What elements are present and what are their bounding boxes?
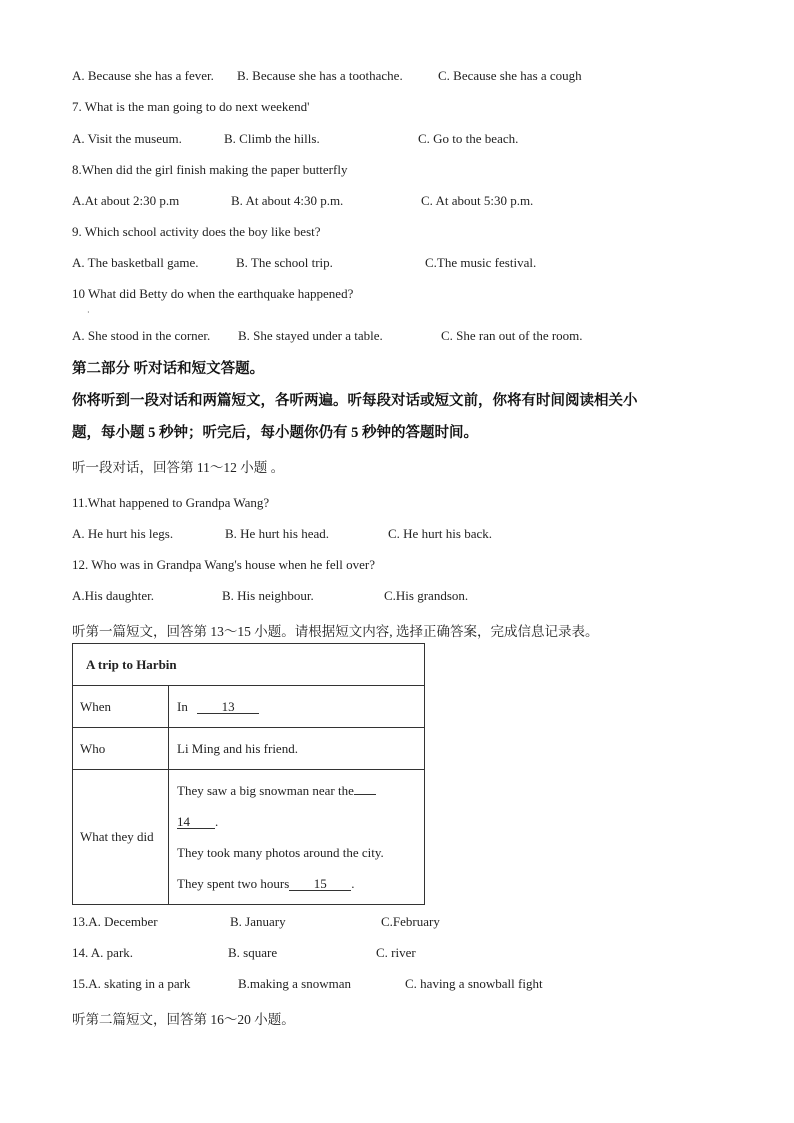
q9-question: 9. Which school activity does the boy like best? xyxy=(72,224,321,239)
blank-14-start xyxy=(354,794,376,795)
dialog-intro: 听一段对话，回答第 11～12 小题 。 xyxy=(72,460,285,475)
what-line-4-text: They spent two hours xyxy=(177,876,290,891)
q15-option-b: B.making a snowman xyxy=(238,976,352,991)
q13-option-b: B. January xyxy=(230,914,286,929)
passage1-intro: 听第一篇短文，回答第 13～15 小题。请根据短文内容, 选择正确答案，完成信息记录表。 xyxy=(72,624,599,639)
what-line-1-text: They saw a big snowman near the xyxy=(177,783,354,798)
q12-option-a: A.His daughter. xyxy=(72,588,154,603)
blank-15: 15 xyxy=(289,877,351,891)
q11-option-a: A. He hurt his legs. xyxy=(72,526,174,541)
q9-option-c: C.The music festival. xyxy=(425,255,537,270)
q9-option-b: B. The school trip. xyxy=(236,255,333,270)
passage2-intro: 听第二篇短文，回答第 16～20 小题。 xyxy=(72,1012,295,1027)
q7-option-b: B. Climb the hills. xyxy=(224,131,320,146)
who-label: Who xyxy=(73,728,169,770)
q11-option-c: C. He hurt his back. xyxy=(388,526,492,541)
q12-option-c: C.His grandson. xyxy=(384,588,469,603)
q8-option-a: A.At about 2:30 p.m xyxy=(72,193,180,208)
when-prefix: In xyxy=(177,698,188,714)
when-cell xyxy=(169,686,425,728)
q8-option-c: C. At about 5:30 p.m. xyxy=(421,193,534,208)
part2-instruction-line1: 你将听到一段对话和两篇短文，各听两遍。听每段对话或短文前，你将有时间阅读相关小 xyxy=(72,393,638,409)
q6-option-b: B. Because she has a toothache. xyxy=(237,68,403,83)
q10-option-c: C. She ran out of the room. xyxy=(441,328,583,343)
q14-option-a: 14. A. park. xyxy=(72,945,134,960)
q8-option-b: B. At about 4:30 p.m. xyxy=(231,193,344,208)
q15-option-a: 15.A. skating in a park xyxy=(72,976,191,991)
table-row xyxy=(73,644,425,686)
q10-question: 10 What did Betty do when the earthquake happened? xyxy=(72,286,354,301)
q11-question: 11.What happened to Grandpa Wang? xyxy=(72,495,270,510)
q14-option-c: C. river xyxy=(376,945,416,960)
part2-instruction-line2: 题，每小题 5 秒钟；听完后，每小题你仍有 5 秒钟的答题时间。 xyxy=(72,425,478,441)
table-row xyxy=(73,686,425,728)
what-label: What they did xyxy=(73,770,169,905)
stray-dot: · xyxy=(87,308,90,317)
what-line-3: They took many photos around the city. xyxy=(177,845,384,860)
what-cell xyxy=(169,770,425,905)
info-record-table xyxy=(72,643,425,905)
q15-option-c: C. having a snowball fight xyxy=(405,976,543,991)
what-line-4 xyxy=(177,868,416,899)
q11-option-b: B. He hurt his head. xyxy=(225,526,329,541)
q10-option-a: A. She stood in the corner. xyxy=(72,328,211,343)
table-title: A trip to Harbin xyxy=(73,644,425,686)
q14-option-b: B. square xyxy=(228,945,278,960)
q13-option-a: 13.A. December xyxy=(72,914,158,929)
q9-option-a: A. The basketball game. xyxy=(72,255,199,270)
q12-option-b: B. His neighbour. xyxy=(222,588,314,603)
part2-title: 第二部分 听对话和短文答题。 xyxy=(72,361,265,377)
q13-option-c: C.February xyxy=(381,914,440,929)
when-label: When xyxy=(73,686,169,728)
table-row xyxy=(73,770,425,905)
table-row xyxy=(73,728,425,770)
q7-option-a: A. Visit the museum. xyxy=(72,131,182,146)
what-line-4-end: . xyxy=(351,876,355,891)
what-line-2 xyxy=(177,806,416,837)
q6-option-a: A. Because she has a fever. xyxy=(72,68,214,83)
blank-13: 13 xyxy=(197,700,259,714)
q10-option-b: B. She stayed under a table. xyxy=(238,328,383,343)
q7-question: 7. What is the man going to do next weekend' xyxy=(72,99,310,114)
blank-14: 14 xyxy=(177,815,215,829)
q6-option-c: C. Because she has a cough xyxy=(438,68,582,83)
what-line-2-end: . xyxy=(215,814,219,829)
who-value: Li Ming and his friend. xyxy=(169,728,425,770)
q12-question: 12. Who was in Grandpa Wang's house when he fell over? xyxy=(72,557,375,572)
what-line-1 xyxy=(177,775,416,806)
q7-option-c: C. Go to the beach. xyxy=(418,131,519,146)
q8-question: 8.When did the girl finish making the paper butterfly xyxy=(72,162,348,177)
